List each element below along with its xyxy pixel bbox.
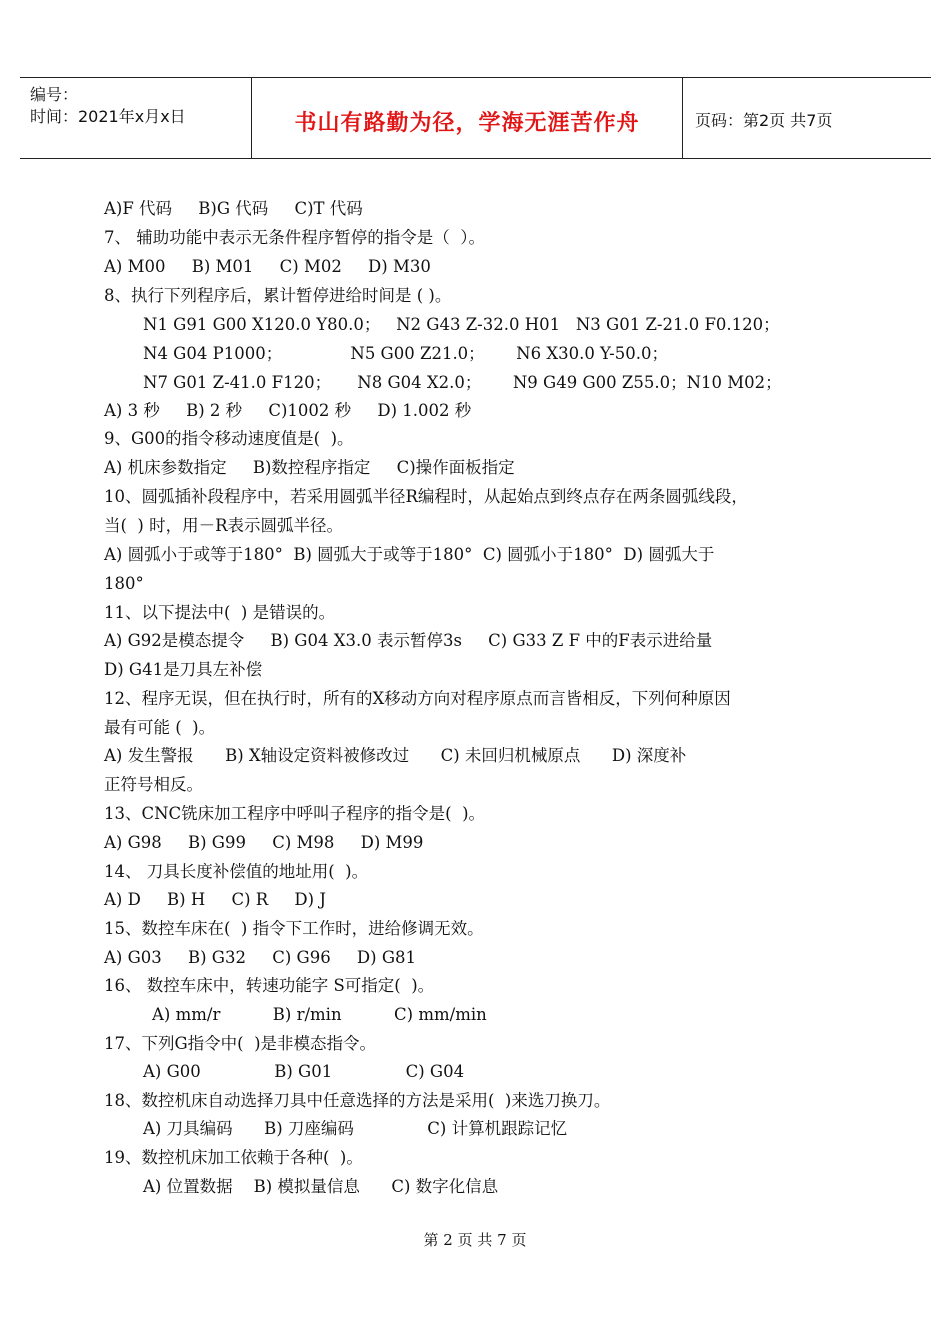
options-line: A) 圆弧小于或等于180° B) 圆弧大于或等于180° C) 圆弧小于180° D) 圆弧大于 xyxy=(104,545,715,564)
question-line: 17、下列G指令中( )是非模态指令。 xyxy=(104,1034,377,1053)
question-line: 10、圆弧插补段程序中，若采用圆弧半径R编程时，从起始点到终点存在两条圆弧线段， xyxy=(104,487,748,506)
header-page-info: 页码：第2页 共7页 xyxy=(695,111,833,130)
options-line: 正符号相反。 xyxy=(104,775,203,794)
code-line: N1 G91 G00 X120.0 Y80.0； N2 G43 Z-32.0 H01 N3 G01 Z-21.0 F0.120； xyxy=(143,315,780,334)
page-footer: 第 2 页 共 7 页 xyxy=(423,1231,527,1249)
header-motto-cell xyxy=(252,78,683,158)
code-line: N4 G04 P1000； N5 G00 Z21.0； N6 X30.0 Y-50.0； xyxy=(143,344,668,363)
options-line: A) mm/r B) r/min C) mm/min xyxy=(152,1005,487,1024)
text-line: A)F 代码 B)G 代码 C)T 代码 xyxy=(104,199,363,218)
question-line: 16、 数控车床中，转速功能字 S可指定( )。 xyxy=(104,976,435,995)
options-line: 180° xyxy=(104,574,144,593)
question-line: 19、数控机床加工依赖于各种( )。 xyxy=(104,1148,363,1167)
question-line: 9、G00的指令移动速度值是( )。 xyxy=(104,429,354,448)
header-left-cell xyxy=(20,78,252,158)
question-line: 18、数控机床自动选择刀具中任意选择的方法是采用( )来选刀换刀。 xyxy=(104,1091,611,1110)
options-line: A) G03 B) G32 C) G96 D) G81 xyxy=(104,948,417,967)
options-line: A) 3 秒 B) 2 秒 C)1002 秒 D) 1.002 秒 xyxy=(104,401,472,420)
options-line: A) D B) H C) R D) J xyxy=(104,890,326,909)
header-page-cell xyxy=(683,78,931,158)
question-line: 最有可能 ( )。 xyxy=(104,718,216,737)
question-line: 12、程序无误，但在执行时，所有的X移动方向对程序原点而言皆相反，下列何种原因 xyxy=(104,689,731,708)
question-line: 11、以下提法中( ) 是错误的。 xyxy=(104,603,336,622)
question-line: 8、执行下列程序后，累计暂停进给时间是 ( )。 xyxy=(104,286,452,305)
question-line: 7、 辅助功能中表示无条件程序暂停的指令是（ ）。 xyxy=(104,228,485,247)
options-line: A) 刀具编码 B) 刀座编码 C) 计算机跟踪记忆 xyxy=(143,1119,568,1138)
options-line: A) G98 B) G99 C) M98 D) M99 xyxy=(104,833,424,852)
options-line: A) 发生警报 B) X轴设定资料被修改过 C) 未回归机械原点 D) 深度补 xyxy=(104,746,687,765)
options-line: A) 位置数据 B) 模拟量信息 C) 数字化信息 xyxy=(143,1177,499,1196)
options-line: A) M00 B) M01 C) M02 D) M30 xyxy=(104,257,431,276)
question-line: 13、CNC铣床加工程序中呼叫子程序的指令是( )。 xyxy=(104,804,486,823)
document-date-label: 时间：2021年x月x日 xyxy=(30,107,186,126)
options-line: D) G41是刀具左补偿 xyxy=(104,660,263,679)
page-header xyxy=(20,77,931,159)
options-line: A) G92是模态提令 B) G04 X3.0 表示暂停3s C) G33 Z F 中的F表示进给量 xyxy=(104,631,713,650)
question-line: 14、 刀具长度补偿值的地址用( )。 xyxy=(104,862,369,881)
code-line: N7 G01 Z-41.0 F120； N8 G04 X2.0； N9 G49 G00 Z55.0；N10 M02； xyxy=(143,373,782,392)
options-line: A) 机床参数指定 B)数控程序指定 C)操作面板指定 xyxy=(104,458,515,477)
question-line: 当( ) 时，用－R表示圆弧半径。 xyxy=(104,516,344,535)
header-motto: 书山有路勤为径，学海无涯苦作舟 xyxy=(294,110,640,136)
options-line: A) G00 B) G01 C) G04 xyxy=(143,1062,465,1081)
question-line: 15、数控车床在( ) 指令下工作时，进给修调无效。 xyxy=(104,919,484,938)
document-number-label: 编号： xyxy=(30,85,79,104)
